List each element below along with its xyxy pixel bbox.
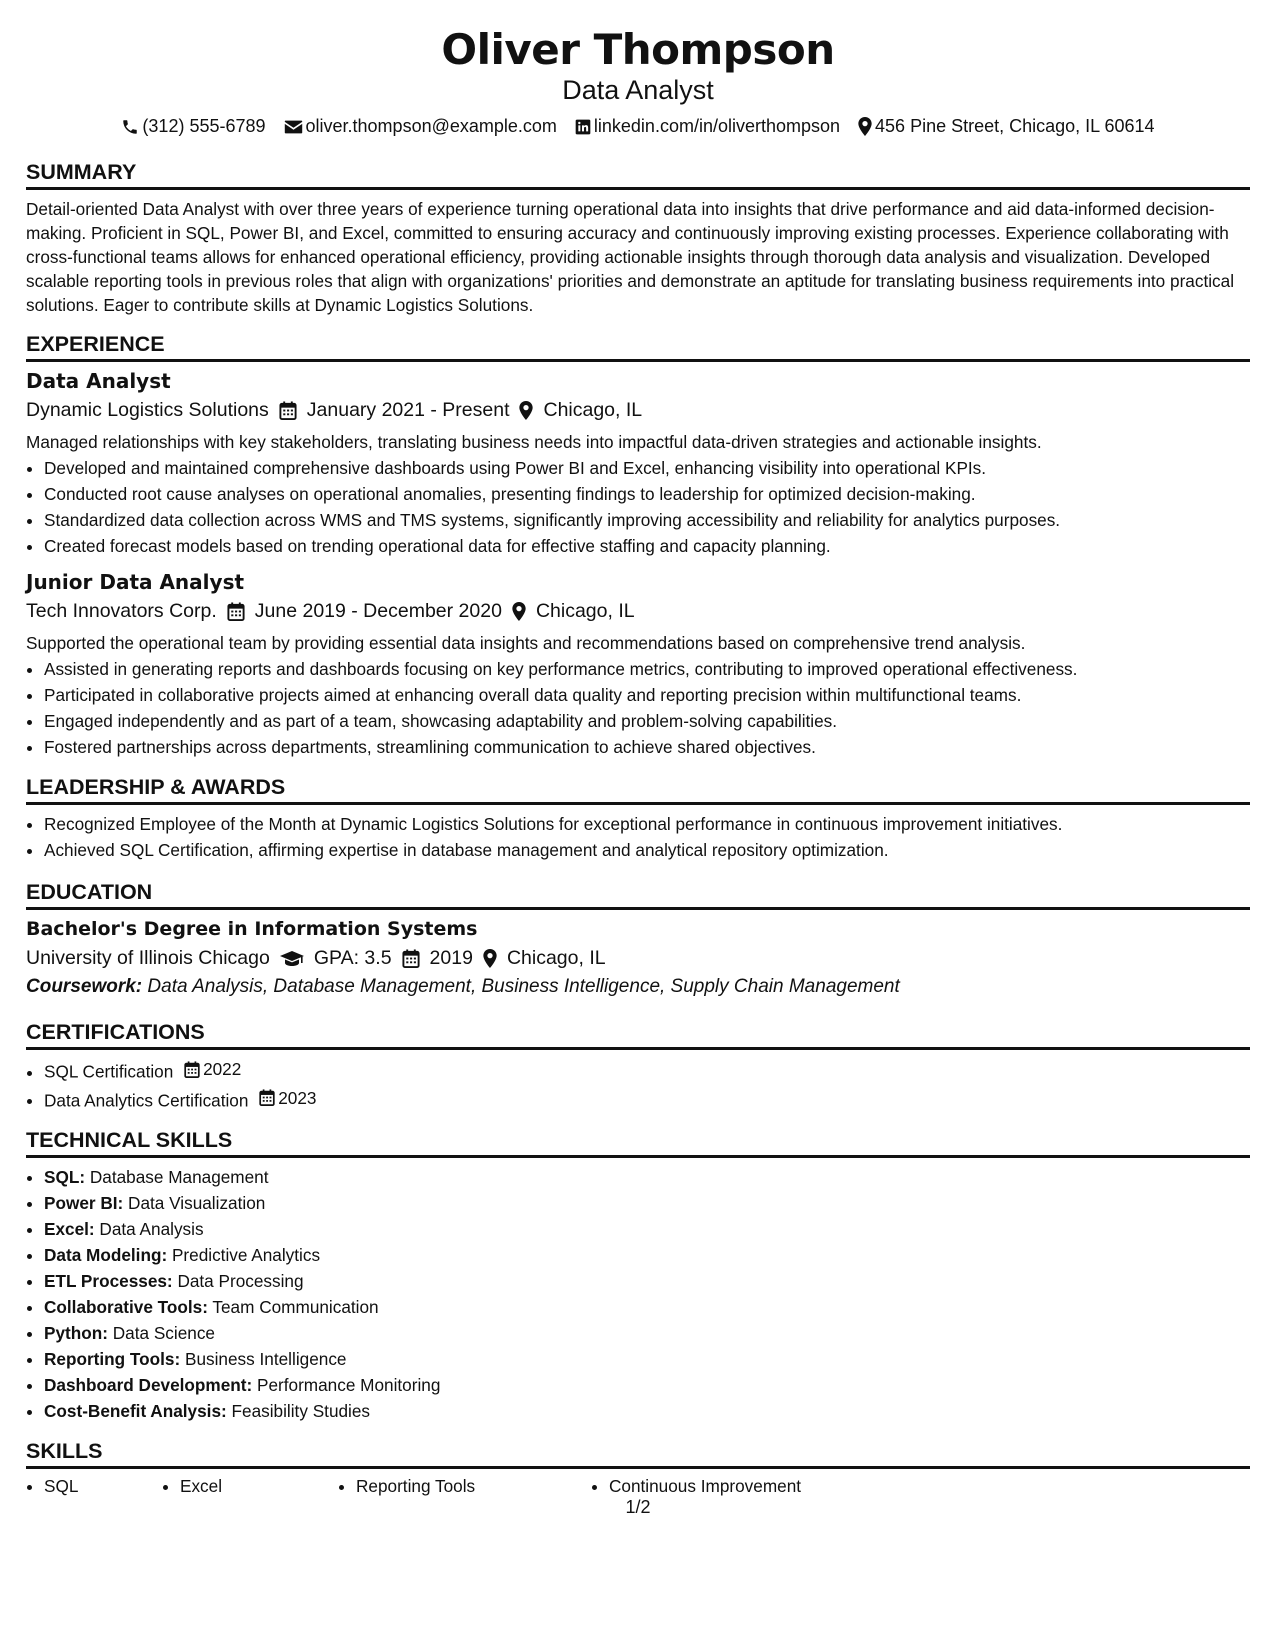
skill-detail: Database Management [89,1167,269,1187]
skill-name: Cost-Benefit Analysis: [44,1401,227,1421]
list-item [44,1216,1250,1242]
technical-skills-list [26,1164,1250,1424]
coursework-list: Data Analysis, Database Management, Business Intelligence, Supply Chain Management [147,976,900,997]
list-item: • Fostered partnerships across departments, streamlining communication to achieve shared objectives. [44,734,1250,760]
skill-name: Dashboard Development: [44,1375,253,1395]
list-item: • Achieved SQL Certification, affirming expertise in database management and analytical repository optimization. [44,837,1250,863]
list-item: • Assisted in generating reports and dashboards focusing on key performance metrics, contributing to improved operational effectiveness. [44,656,1250,682]
list-item [44,1294,1250,1320]
map-pin-icon [519,401,533,420]
list-item [44,1164,1250,1190]
skills-section [26,1438,1250,1499]
phone-icon [121,118,139,136]
job-company: Dynamic Logistics Solutions [26,399,269,421]
job-location: Chicago, IL [535,600,635,622]
list-item [44,1268,1250,1294]
linkedin-icon [575,119,591,135]
coursework-label: Coursework: [26,976,143,997]
job-bullets [26,656,1250,760]
certifications-section [26,1019,1250,1113]
summary-section [26,159,1250,317]
job-meta [26,596,1250,626]
contact-email-text[interactable]: oliver.thompson@example.com [305,116,557,136]
job-description: Supported the operational team by providing essential data insights and recommendations based on comprehensive trend analysis. [26,633,1026,653]
certifications-list [26,1056,1250,1113]
experience-section [26,331,1250,760]
summary-text: Detail-oriented Data Analyst with over three years of experience turning operational data into insights that drive performance and aid data-informed decision-making. Proficient in SQL, Power BI, and Excel, committed to ensuring accuracy and continuously improving existing processes. Experience collaborating with cross-functional teams allows for enhanced operational efficiency, providing actionable insights through thorough data analysis and visualization. Developed scalable reporting tools in previous roles that align with organizations' priorities and demonstrate an aptitude for translating business requirements into practical solutions. Eager to contribute skills at Dynamic Logistics Solutions. [26,199,1235,315]
contact-linkedin-text[interactable]: linkedin.com/in/oliverthompson [593,116,841,136]
degree-title: Bachelor's Degree in Information Systems [26,918,478,940]
skill-name: Excel: [44,1219,95,1239]
candidate-title: Data Analyst [562,75,714,105]
resume-header [26,24,1250,137]
contact-linkedin[interactable] [575,116,840,137]
calendar-icon [259,1089,275,1106]
certification-name: SQL Certification [44,1061,174,1082]
map-pin-icon [483,949,497,968]
contact-phone-text: (312) 555-6789 [142,116,266,136]
technical-skills-section [26,1127,1250,1424]
certification-year: 2023 [278,1087,317,1108]
calendar-icon [184,1061,200,1078]
job-entry [26,569,1250,760]
job-meta [26,395,1250,425]
list-item: • Standardized data collection across WMS and TMS systems, significantly improving accessibility and reliability for analytics purposes. [44,507,1250,533]
leadership-bullets [26,811,1250,863]
list-item: • Participated in collaborative projects aimed at enhancing overall data quality and reporting precision within multifunctional teams. [44,682,1250,708]
skill-detail: Business Intelligence [185,1349,347,1369]
list-item: • Conducted root cause analyses on operational anomalies, presenting findings to leadership for optimized decision-making. [44,481,1250,507]
skill-detail: Team Communication [212,1297,379,1317]
page-indicator: 1/2 [625,1497,651,1517]
certification-year: 2022 [203,1059,242,1079]
skill-name: Data Modeling: [44,1245,168,1265]
education-meta [26,943,1250,973]
section-heading: CERTIFICATIONS [26,1019,1250,1050]
list-item [44,1056,1250,1085]
job-location: Chicago, IL [543,399,643,421]
job-dates: January 2021 - Present [306,399,510,421]
skill-detail: Feasibility Studies [231,1401,371,1421]
skill-name: ETL Processes: [44,1271,173,1291]
resume-page [26,0,1250,1517]
contact-address [858,116,1155,137]
list-item [44,1398,1250,1424]
certification-name: Data Analytics Certification [44,1090,249,1110]
education-location: Chicago, IL [506,947,606,969]
list-item [44,1190,1250,1216]
coursework [26,973,1250,1001]
education-section [26,879,1250,1001]
skill-tag: • Continuous Improvement [609,1473,801,1499]
map-pin-icon [512,602,526,621]
skill-detail: Data Visualization [128,1193,266,1213]
list-item: • Engaged independently and as part of a team, showcasing adaptability and problem-solving capabilities. [44,708,1250,734]
calendar-icon [402,949,420,968]
skill-name: SQL: [44,1167,86,1187]
job-entry [26,368,1250,559]
skill-detail: Predictive Analytics [171,1245,321,1265]
skill-tag: • SQL [44,1473,162,1499]
section-heading: EDUCATION [26,879,1250,910]
calendar-icon [227,602,245,621]
school-name: University of Illinois Chicago [26,947,270,969]
education-year: 2019 [429,947,473,969]
job-title: Junior Data Analyst [26,570,245,594]
skill-detail: Data Processing [177,1271,304,1291]
skill-name: Python: [44,1323,108,1343]
list-item: • Recognized Employee of the Month at Dynamic Logistics Solutions for exceptional performance in continuous improvement initiatives. [44,811,1250,837]
section-heading: EXPERIENCE [26,331,1250,362]
contact-email[interactable] [284,116,557,137]
skill-name: Power BI: [44,1193,124,1213]
map-pin-icon [858,117,872,136]
skill-detail: Performance Monitoring [256,1375,441,1395]
calendar-icon [279,401,297,420]
graduation-cap-icon [280,950,304,967]
skill-detail: Data Science [112,1323,215,1343]
section-heading: SKILLS [26,1438,1250,1469]
contact-phone [121,116,265,137]
section-heading: TECHNICAL SKILLS [26,1127,1250,1158]
list-item [44,1320,1250,1346]
contact-address-text: 456 Pine Street, Chicago, IL 60614 [875,116,1155,136]
skill-name: Reporting Tools: [44,1349,181,1369]
candidate-name: Oliver Thompson [441,25,835,74]
skills-row [26,1473,1250,1499]
leadership-section [26,774,1250,863]
job-dates: June 2019 - December 2020 [254,600,502,622]
skill-name: Collaborative Tools: [44,1297,208,1317]
education-gpa: GPA: 3.5 [313,947,392,969]
job-title: Data Analyst [26,369,171,393]
list-item [44,1346,1250,1372]
list-item: • Developed and maintained comprehensive dashboards using Power BI and Excel, enhancing visibility into operational KPIs. [44,455,1250,481]
list-item [44,1242,1250,1268]
list-item [44,1085,1250,1114]
skill-detail: Data Analysis [99,1219,204,1239]
section-heading: SUMMARY [26,159,1250,190]
job-company: Tech Innovators Corp. [26,600,217,622]
contact-bar [26,116,1250,137]
job-description: Managed relationships with key stakeholders, translating business needs into impactful data-driven strategies and actionable insights. [26,432,1042,452]
envelope-icon [284,119,303,135]
job-bullets [26,455,1250,559]
section-heading: LEADERSHIP & AWARDS [26,774,1250,805]
list-item: • Created forecast models based on trending operational data for effective staffing and capacity planning. [44,533,1250,559]
list-item [44,1372,1250,1398]
skill-tag: • Excel [180,1473,338,1499]
skill-tag: • Reporting Tools [356,1473,591,1499]
